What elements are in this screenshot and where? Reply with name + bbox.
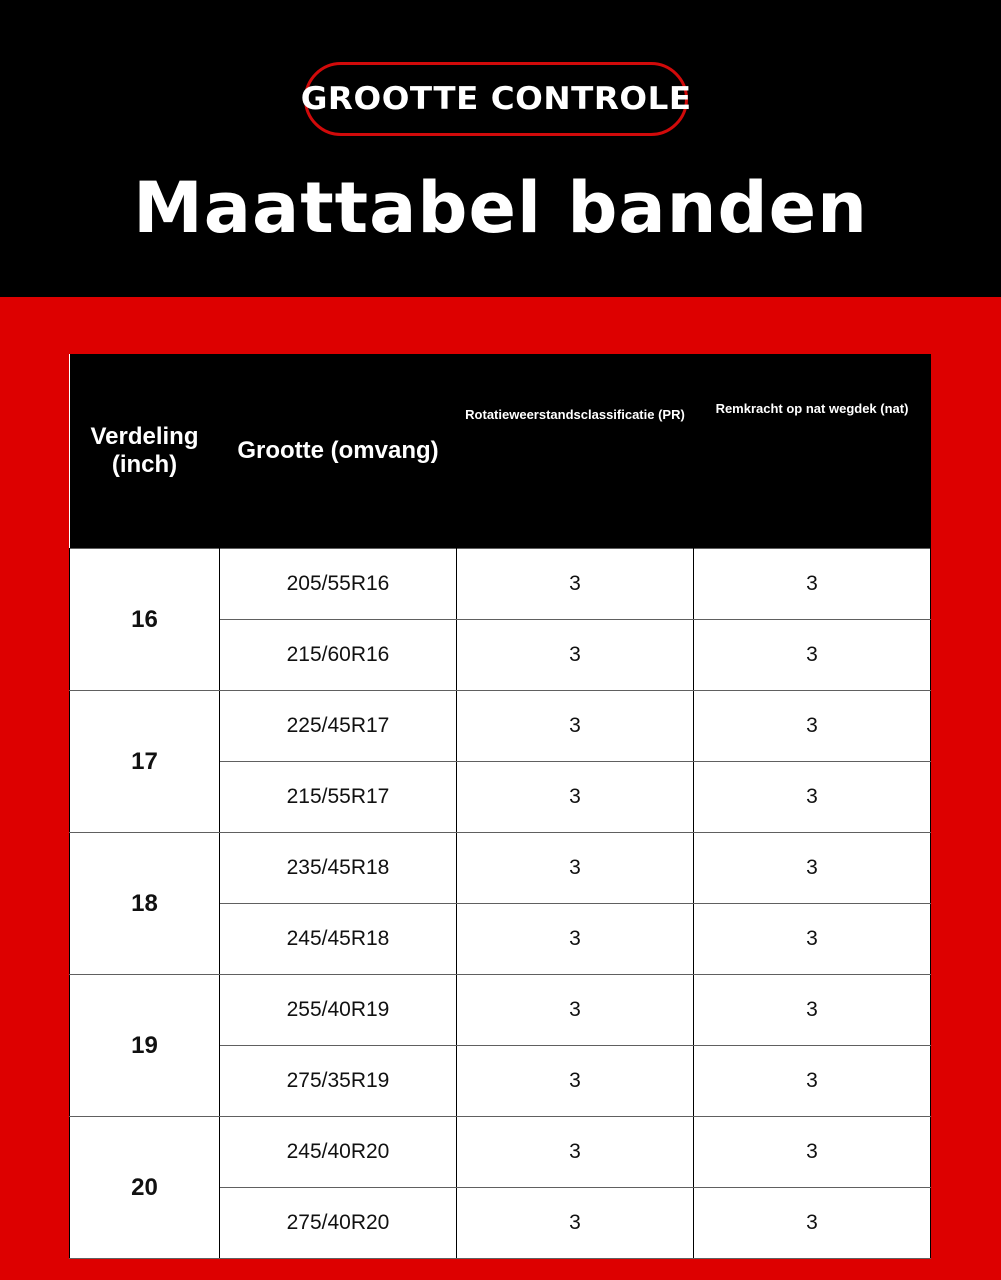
inch-group-cell: 18 (70, 833, 220, 975)
size-cell: 275/35R19 (220, 1046, 457, 1117)
wet-cell: 3 (694, 975, 931, 1046)
pr-cell: 3 (457, 1046, 694, 1117)
wet-cell: 3 (694, 691, 931, 762)
table-row (70, 691, 931, 762)
pr-cell: 3 (457, 1117, 694, 1188)
size-cell: 215/60R16 (220, 620, 457, 691)
badge-label: GROOTTE CONTROLE (300, 81, 692, 117)
wet-cell: 3 (694, 904, 931, 975)
table-row (70, 975, 931, 1046)
pr-cell: 3 (457, 620, 694, 691)
wet-cell: 3 (694, 1188, 931, 1259)
inch-group-cell: 19 (70, 975, 220, 1117)
size-cell: 235/45R18 (220, 833, 457, 904)
pr-cell: 3 (457, 549, 694, 620)
pr-cell: 3 (457, 904, 694, 975)
tire-size-table (69, 354, 931, 1259)
inch-group-cell: 16 (70, 549, 220, 691)
size-cell: 215/55R17 (220, 762, 457, 833)
size-check-badge (300, 62, 692, 136)
size-cell: 275/40R20 (220, 1188, 457, 1259)
wet-cell: 3 (694, 549, 931, 620)
pr-cell: 3 (457, 691, 694, 762)
pr-cell: 3 (457, 975, 694, 1046)
wet-cell: 3 (694, 1117, 931, 1188)
table-header-row (70, 354, 931, 549)
wet-cell: 3 (694, 1046, 931, 1117)
column-header-wet-braking: Remkracht op nat wegdek (nat) (694, 354, 931, 549)
table-row (70, 1117, 931, 1188)
size-cell: 225/45R17 (220, 691, 457, 762)
size-cell: 245/45R18 (220, 904, 457, 975)
size-cell: 205/55R16 (220, 549, 457, 620)
wet-cell: 3 (694, 762, 931, 833)
inch-group-cell: 17 (70, 691, 220, 833)
size-cell: 245/40R20 (220, 1117, 457, 1188)
wet-cell: 3 (694, 833, 931, 904)
wet-cell: 3 (694, 620, 931, 691)
pr-cell: 3 (457, 833, 694, 904)
column-header-rolling-resistance: Rotatieweerstandsclassificatie (PR) (457, 354, 694, 549)
header-banner (0, 0, 1001, 297)
inch-group-cell: 20 (70, 1117, 220, 1259)
table-row (70, 833, 931, 904)
size-cell: 255/40R19 (220, 975, 457, 1046)
pr-cell: 3 (457, 1188, 694, 1259)
table-row (70, 549, 931, 620)
pr-cell: 3 (457, 762, 694, 833)
column-header-size: Grootte (omvang) (220, 354, 457, 549)
page-title: Maattabel banden (133, 167, 868, 249)
column-header-inch: Verdeling (inch) (70, 354, 220, 549)
